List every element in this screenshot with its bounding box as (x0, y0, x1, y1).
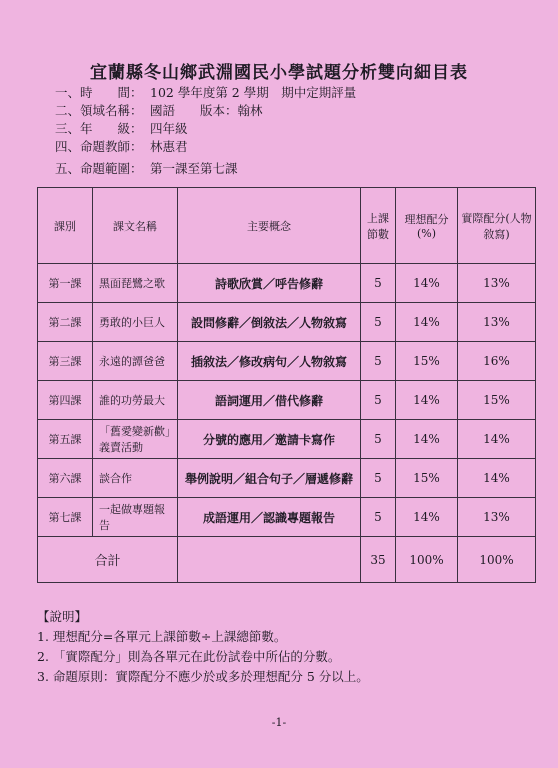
cell-lesson: 第五課 (38, 420, 93, 459)
total-concept-empty (178, 537, 361, 583)
cell-concept: 設問修辭／倒敘法／人物敘寫 (178, 303, 361, 342)
cell-periods: 5 (361, 303, 396, 342)
info-value: 林惠君 (150, 139, 188, 154)
cell-name: 黑面琵鷺之歌 (93, 264, 178, 303)
cell-name: 誰的功勞最大 (93, 381, 178, 420)
cell-periods: 5 (361, 381, 396, 420)
notes-section (37, 607, 369, 687)
total-label: 合計 (38, 537, 178, 583)
info-value: 國語 版本：翰林 (150, 103, 263, 118)
cell-lesson: 第三課 (38, 342, 93, 381)
cell-actual: 14% (458, 459, 536, 498)
info-value: 四年級 (150, 121, 188, 136)
cell-periods: 5 (361, 342, 396, 381)
header-actual: 實際配分(人物敘寫) (458, 188, 536, 264)
header-concept: 主要概念 (178, 188, 361, 264)
info-label: 二、領域名稱： (55, 103, 143, 118)
info-time (55, 84, 356, 102)
note-item: 2. 「實際配分」則為各單元在此份試卷中所佔的分數。 (37, 649, 341, 664)
cell-periods: 5 (361, 498, 396, 537)
cell-actual: 13% (458, 303, 536, 342)
cell-concept: 成語運用／認識專題報告 (178, 498, 361, 537)
cell-concept: 分號的應用／邀請卡寫作 (178, 420, 361, 459)
cell-name: 「舊愛變新歡」義賣活動 (93, 420, 178, 459)
total-row (38, 537, 536, 583)
cell-ideal: 15% (396, 459, 458, 498)
analysis-table (37, 187, 536, 583)
cell-concept: 插敘法／修改病句／人物敘寫 (178, 342, 361, 381)
cell-ideal: 14% (396, 381, 458, 420)
table-row (38, 498, 536, 537)
info-label: 一、時 間： (55, 85, 143, 100)
table-row (38, 459, 536, 498)
cell-actual: 16% (458, 342, 536, 381)
cell-lesson: 第六課 (38, 459, 93, 498)
cell-ideal: 14% (396, 420, 458, 459)
table-header-row (38, 188, 536, 264)
table-row (38, 303, 536, 342)
total-ideal: 100% (396, 537, 458, 583)
table-row (38, 381, 536, 420)
table-row (38, 420, 536, 459)
cell-lesson: 第七課 (38, 498, 93, 537)
document-title: 宜蘭縣冬山鄉武淵國民小學試題分析雙向細目表 (90, 63, 468, 83)
cell-actual: 15% (458, 381, 536, 420)
info-label: 五、命題範圍： (55, 161, 143, 176)
cell-actual: 13% (458, 498, 536, 537)
info-domain (55, 102, 263, 120)
cell-actual: 13% (458, 264, 536, 303)
cell-name: 永遠的譚爸爸 (93, 342, 178, 381)
page-number: -1- (271, 716, 287, 729)
cell-lesson: 第一課 (38, 264, 93, 303)
header-periods: 上課節數 (361, 188, 396, 264)
cell-ideal: 15% (396, 342, 458, 381)
notes-heading: 【說明】 (37, 609, 88, 624)
table-row (38, 264, 536, 303)
cell-concept: 詩歌欣賞／呼告修辭 (178, 264, 361, 303)
cell-ideal: 14% (396, 303, 458, 342)
info-grade (55, 120, 188, 138)
info-value: 102 學年度第 2 學期 期中定期評量 (150, 85, 357, 100)
cell-lesson: 第二課 (38, 303, 93, 342)
cell-periods: 5 (361, 459, 396, 498)
cell-actual: 14% (458, 420, 536, 459)
info-value: 第一課至第七課 (150, 161, 238, 176)
table-row (38, 342, 536, 381)
cell-periods: 5 (361, 420, 396, 459)
cell-ideal: 14% (396, 264, 458, 303)
cell-periods: 5 (361, 264, 396, 303)
cell-ideal: 14% (396, 498, 458, 537)
cell-name: 一起做專題報告 (93, 498, 178, 537)
info-teacher (55, 138, 188, 156)
info-label: 四、命題教師： (55, 139, 143, 154)
cell-concept: 舉例說明／組合句子／層遞修辭 (178, 459, 361, 498)
header-name: 課文名稱 (93, 188, 178, 264)
info-label: 三、年 級： (55, 121, 143, 136)
cell-name: 談合作 (93, 459, 178, 498)
cell-concept: 語詞運用／借代修辭 (178, 381, 361, 420)
header-ideal: 理想配分(%) (396, 188, 458, 264)
header-lesson: 課別 (38, 188, 93, 264)
total-periods: 35 (361, 537, 396, 583)
total-actual: 100% (458, 537, 536, 583)
info-scope (55, 160, 238, 178)
cell-lesson: 第四課 (38, 381, 93, 420)
note-item: 1. 理想配分=各單元上課節數÷上課總節數。 (37, 629, 287, 644)
note-item: 3. 命題原則：實際配分不應少於或多於理想配分 5 分以上。 (37, 669, 369, 684)
cell-name: 勇敢的小巨人 (93, 303, 178, 342)
